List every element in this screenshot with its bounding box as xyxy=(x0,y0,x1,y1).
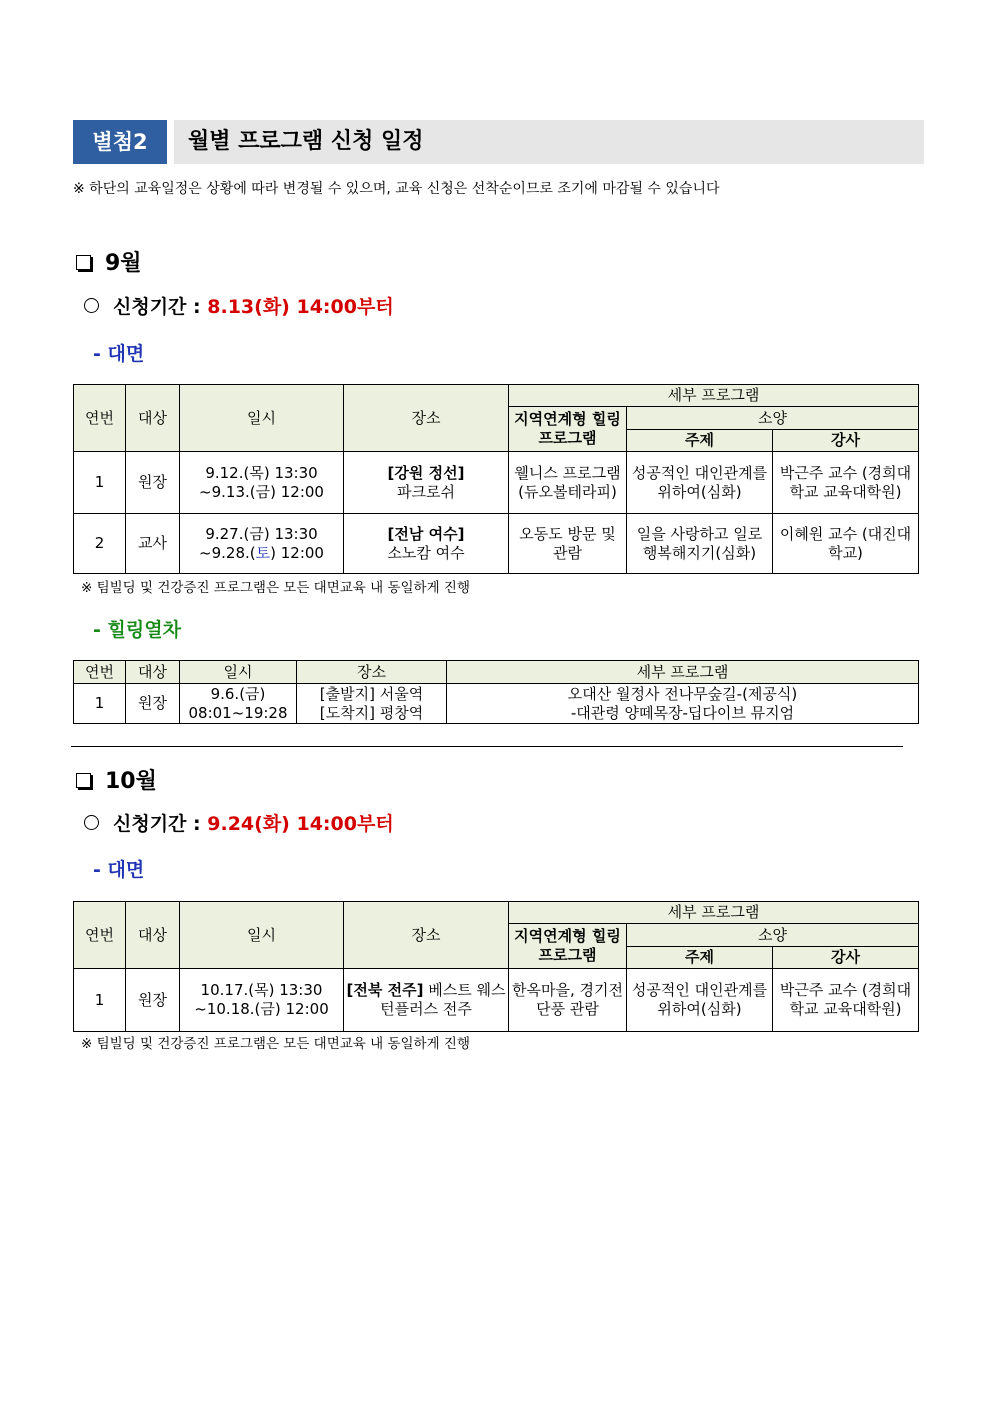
circle-bullet-icon xyxy=(84,298,99,313)
healing-train-table xyxy=(73,660,919,724)
col-target: 대상 xyxy=(126,902,180,969)
face-to-face-label: - 대면 xyxy=(93,859,145,881)
row-regional: 웰니스 프로그램 (듀오볼테라피) xyxy=(509,452,627,514)
row-no: 1 xyxy=(74,452,126,514)
col-detail: 세부 프로그램 xyxy=(509,385,919,407)
row-lecturer: 박근주 교수 (경희대학교 교육대학원) xyxy=(773,969,919,1032)
section-divider xyxy=(71,746,903,747)
row-place: [전북 전주] 베스트 웨스턴플러스 전주 xyxy=(344,969,509,1032)
row-target: 원장 xyxy=(126,684,180,724)
row-place: [강원 정선] 파크로쉬 xyxy=(344,452,509,514)
row-date: 10.17.(목) 13:30 ~10.18.(금) 12:00 xyxy=(180,969,344,1032)
row-date: 9.12.(목) 13:30 ~9.13.(금) 12:00 xyxy=(180,452,344,514)
col-topic: 주제 xyxy=(627,430,773,452)
row-lecturer: 이혜원 교수 (대진대학교) xyxy=(773,514,919,574)
circle-bullet-icon xyxy=(84,815,99,830)
col-place: 장소 xyxy=(297,661,447,684)
table-row xyxy=(74,514,919,574)
col-target: 대상 xyxy=(126,385,180,452)
period-value: 9.24(화) 14:00부터 xyxy=(207,813,394,835)
september-face-table xyxy=(73,384,919,574)
attachment-tag: 별첨2 xyxy=(73,120,167,164)
table-row xyxy=(74,452,919,514)
col-detail: 세부 프로그램 xyxy=(509,902,919,924)
page-title: 월별 프로그램 신청 일정 xyxy=(174,120,924,164)
row-place: [출발지] 서울역 [도착지] 평창역 xyxy=(297,684,447,724)
period-value: 8.13(화) 14:00부터 xyxy=(207,296,394,318)
col-lecturer: 강사 xyxy=(773,947,919,969)
row-topic: 성공적인 대인관계를 위하여(심화) xyxy=(627,452,773,514)
row-no: 1 xyxy=(74,684,126,724)
face-to-face-label: - 대면 xyxy=(93,343,145,365)
col-culture: 소양 xyxy=(627,407,919,430)
col-place: 장소 xyxy=(344,902,509,969)
col-date: 일시 xyxy=(180,902,344,969)
row-regional: 오동도 방문 및 관람 xyxy=(509,514,627,574)
application-period-september xyxy=(84,292,394,319)
row-date: 9.6.(금) 08:01~19:28 xyxy=(180,684,297,724)
period-label: 신청기간 : xyxy=(113,296,201,318)
period-label: 신청기간 : xyxy=(113,813,201,835)
col-culture: 소양 xyxy=(627,924,919,947)
healing-train-label: - 힐링열차 xyxy=(93,619,181,641)
row-topic: 성공적인 대인관계를 위하여(심화) xyxy=(627,969,773,1032)
top-note: ※ 하단의 교육일정은 상황에 따라 변경될 수 있으며, 교육 신청은 선착순이므로 조기에 마감될 수 있습니다 xyxy=(73,181,720,197)
row-target: 원장 xyxy=(126,452,180,514)
row-target: 교사 xyxy=(126,514,180,574)
col-date: 일시 xyxy=(180,661,297,684)
square-bullet-icon xyxy=(76,773,91,788)
teambuilding-note: ※ 팀빌딩 및 건강증진 프로그램은 모든 대면교육 내 동일하게 진행 xyxy=(81,1036,470,1052)
row-no: 1 xyxy=(74,969,126,1032)
col-date: 일시 xyxy=(180,385,344,452)
col-no: 연번 xyxy=(74,902,126,969)
october-face-table xyxy=(73,901,919,1032)
col-regional: 지역연계형 힐링프로그램 xyxy=(509,924,627,969)
row-regional: 한옥마을, 경기전 단풍 관람 xyxy=(509,969,627,1032)
teambuilding-note: ※ 팀빌딩 및 건강증진 프로그램은 모든 대면교육 내 동일하게 진행 xyxy=(81,580,470,596)
col-detail: 세부 프로그램 xyxy=(447,661,919,684)
square-bullet-icon xyxy=(76,255,91,270)
month-heading-october: 10월 xyxy=(76,764,157,795)
col-regional: 지역연계형 힐링프로그램 xyxy=(509,407,627,452)
col-lecturer: 강사 xyxy=(773,430,919,452)
row-target: 원장 xyxy=(126,969,180,1032)
row-lecturer: 박근주 교수 (경희대학교 교육대학원) xyxy=(773,452,919,514)
col-topic: 주제 xyxy=(627,947,773,969)
row-detail: 오대산 월정사 전나무숲길-(제공식) -대관령 양떼목장-딥다이브 뮤지엄 xyxy=(447,684,919,724)
col-no: 연번 xyxy=(74,385,126,452)
row-topic: 일을 사랑하고 일로 행복해지기(심화) xyxy=(627,514,773,574)
col-no: 연번 xyxy=(74,661,126,684)
table-row xyxy=(74,969,919,1032)
application-period-october xyxy=(84,809,394,836)
col-place: 장소 xyxy=(344,385,509,452)
month-heading-september: 9월 xyxy=(76,246,142,277)
col-target: 대상 xyxy=(126,661,180,684)
row-no: 2 xyxy=(74,514,126,574)
row-place: [전남 여수] 소노캄 여수 xyxy=(344,514,509,574)
table-row xyxy=(74,684,919,724)
page-header xyxy=(73,120,924,164)
row-date: 9.27.(금) 13:30 ~9.28.(토) 12:00 xyxy=(180,514,344,574)
